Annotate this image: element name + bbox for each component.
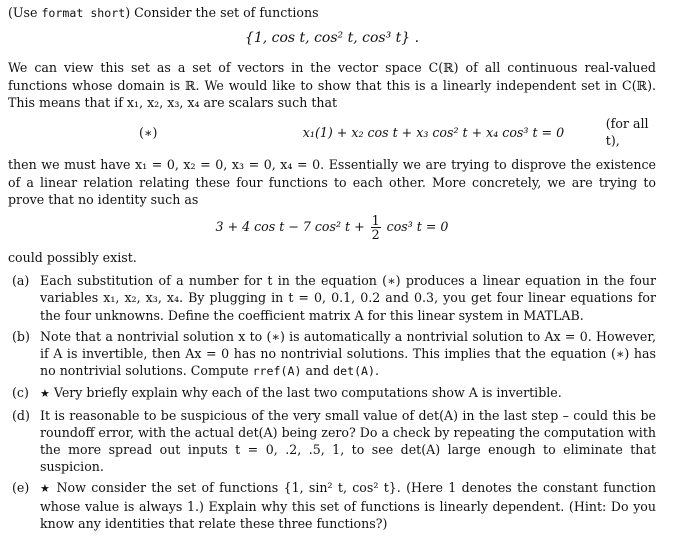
example-identity-fraction bbox=[371, 214, 381, 241]
question-c-label: (c) bbox=[12, 385, 29, 401]
example-identity-right: cos³ t = 0 bbox=[382, 219, 449, 235]
question-b-code-det: det(A) bbox=[333, 364, 376, 379]
question-a bbox=[8, 272, 656, 324]
question-b-code-rref: rref(A) bbox=[252, 364, 302, 379]
intro-open: (Use bbox=[8, 5, 42, 20]
question-b-text bbox=[40, 328, 656, 381]
equation-star-body: x₁(1) + x₂ cos t + x₃ cos² t + x₄ cos³ t = 0 bbox=[302, 124, 565, 140]
fraction-numerator: 1 bbox=[371, 213, 380, 229]
question-list bbox=[8, 272, 656, 532]
question-b-text-end: . bbox=[375, 363, 380, 379]
star-icon: ★ bbox=[40, 482, 52, 496]
question-a-label: (a) bbox=[12, 273, 30, 289]
equation-star-tag: (∗) bbox=[139, 124, 158, 140]
question-c bbox=[8, 384, 656, 402]
intro-line bbox=[8, 4, 656, 22]
paragraph-1: We can view this set as a set of vectors in the vector space C(ℝ) of all continuous real-valued functions whose domain is ℝ. We would like to show that this is a linearly independent set in C(ℝ). This means that if x₁, x₂, x₃, x₄ are scalars such that bbox=[8, 60, 656, 110]
question-e-body: Now consider the set of functions {1, sin² t, cos² t}. (Here 1 denotes the constant function whose value is always 1.) Explain why this set of functions is linearly dependent. (Hint: Do you know any identities that relate these three functions?) bbox=[40, 480, 656, 531]
question-c-text bbox=[40, 384, 656, 402]
question-d bbox=[8, 407, 656, 476]
paragraph-3: could possibly exist. bbox=[8, 250, 137, 266]
question-b bbox=[8, 328, 656, 381]
equation-star-note: (for all t), bbox=[605, 116, 649, 149]
equation-star bbox=[8, 115, 656, 149]
question-e-label: (e) bbox=[12, 480, 30, 496]
problem-document bbox=[8, 4, 656, 536]
example-identity bbox=[8, 214, 656, 241]
question-b-text-mid: and bbox=[301, 363, 334, 379]
function-set-display: {1, cos t, cos² t, cos³ t} . bbox=[244, 30, 420, 47]
star-icon: ★ bbox=[40, 387, 50, 401]
question-e bbox=[8, 479, 656, 532]
paragraph-2: then we must have x₁ = 0, x₂ = 0, x₃ = 0, x₄ = 0. Essentially we are trying to disprove the existence of a linear relation relating these four functions to each other. More concretely, we are trying to prove that no identity such as bbox=[8, 157, 656, 207]
question-d-text: It is reasonable to be suspicious of the very small value of det(A) in the last step – could this be roundoff error, with the actual det(A) being zero? Do a check by repeating the computation with the more spread out inputs t = 0, .2, .5, 1, to see det(A) large enough to eliminate that suspicion. bbox=[40, 407, 656, 475]
question-d-label: (d) bbox=[12, 407, 30, 423]
example-identity-left: 3 + 4 cos t − 7 cos² t + bbox=[215, 219, 369, 235]
question-a-text: Each substitution of a number for t in the equation (∗) produces a linear equation in the four variables x₁, x₂, x₃, x₄. By plugging in t = 0, 0.1, 0.2 and 0.3, you get four linear equations for the four unknowns. Define the coefficient matrix A for this linear system in MATLAB. bbox=[40, 273, 656, 323]
question-b-text-main: Note that a nontrivial solution x to (∗) is automatically a nontrivial solution to Ax = 0. However, if A is invertible, then Ax = 0 has no nontrivial solutions. This implies that the equation (∗) has no nontrivial solutions. Compute bbox=[40, 328, 656, 379]
question-b-label: (b) bbox=[12, 328, 30, 344]
intro-close: ) Consider the set of functions bbox=[125, 5, 319, 20]
intro-code: format short bbox=[41, 6, 126, 20]
question-e-text bbox=[40, 479, 656, 532]
fraction-denominator: 2 bbox=[371, 227, 380, 243]
question-c-body: Very briefly explain why each of the last two computations show A is invertible. bbox=[49, 385, 562, 401]
